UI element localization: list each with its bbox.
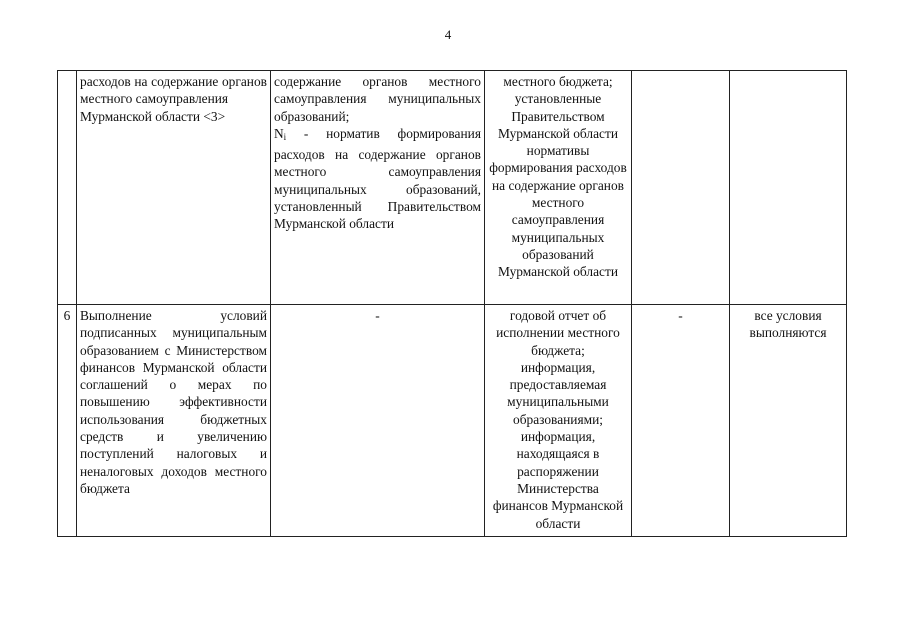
indicator-cell: [77, 305, 271, 537]
source-text: информация, находящаяся в распоряжении Министерства финансов Мурманской области: [492, 429, 624, 531]
column5-cell: -: [632, 305, 730, 537]
source-text: местного бюджета;: [503, 74, 613, 89]
table-row: [58, 71, 847, 305]
formula-text: -: [375, 308, 380, 323]
column6-cell: все условия выполняются: [730, 305, 847, 537]
row-number-cell: 6: [58, 305, 77, 537]
indicator-cell: [77, 71, 271, 305]
formula-cell: [271, 305, 485, 537]
source-text: годовой отчет об исполнении местного бюджета;: [496, 308, 620, 358]
indicator-text: Выполнение условий подписанных муниципальным образованием с Министерством финансов Мурманской области соглашений о мерах по повышению эффективности использования бюджетных средств и увеличению поступлений налоговых и неналоговых доходов местного бюджета: [80, 308, 267, 496]
source-cell: [485, 71, 632, 305]
formula-text: [274, 125, 481, 233]
formula-symbol: N: [274, 125, 284, 141]
formula-subscript: i: [283, 131, 287, 142]
criteria-table: [57, 70, 847, 537]
source-text: установленные Правительством Мурманской области нормативы формирования расходов на содержание органов местного самоуправления муниципальных образований Мурманской области: [489, 91, 627, 280]
indicator-text: Мурманской области <3>: [80, 108, 226, 124]
formula-text: содержание органов местного самоуправления муниципальных образований;: [274, 74, 481, 124]
formula-cell: [271, 71, 485, 305]
table-row: [58, 305, 847, 537]
source-text: информация, предоставляемая муниципальными образованиями;: [507, 359, 609, 427]
row-number-cell: [58, 71, 77, 305]
indicator-text: расходов на содержание органов местного самоуправления: [80, 74, 267, 107]
page-number: 4: [444, 27, 452, 42]
column5-cell: [632, 71, 730, 305]
column6-cell: [730, 71, 847, 305]
formula-definition: - норматив формирования расходов на содержание органов местного самоуправления муниципальных образований, установленный Правительством Мурманской области: [274, 125, 481, 232]
source-cell: [485, 305, 632, 537]
